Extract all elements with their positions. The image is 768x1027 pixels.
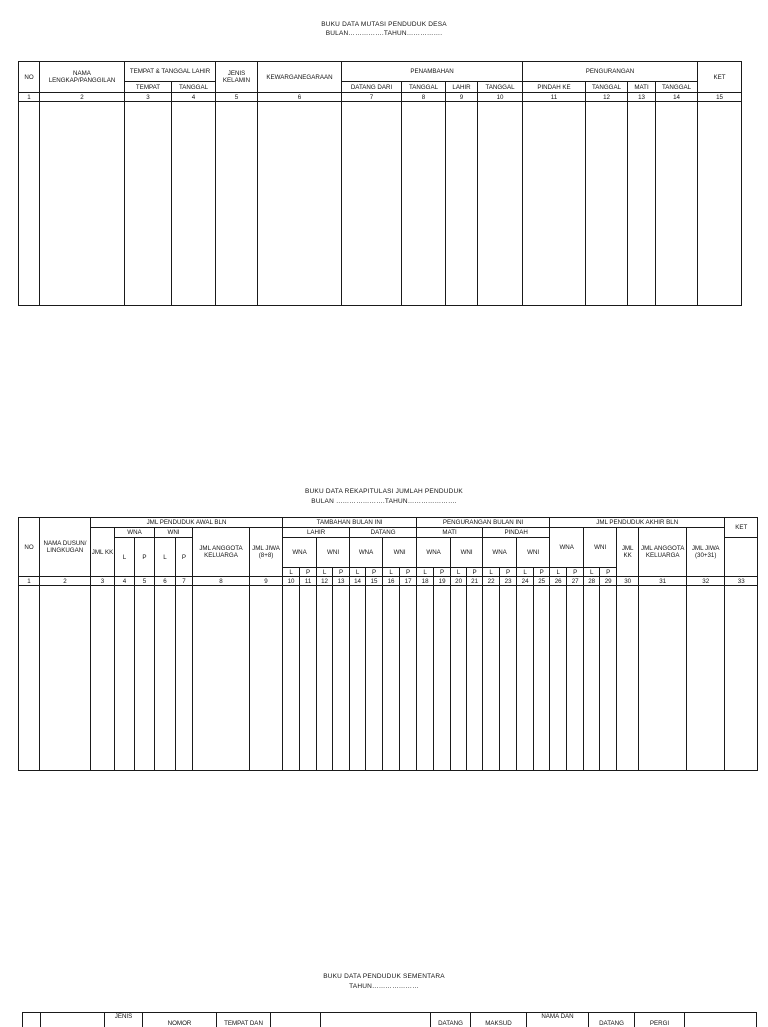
header-jml-jiwa: JML JIWA (8+8) [250,528,283,577]
column-number: 5 [135,577,155,586]
header-l: L [483,568,500,577]
column-number: 1 [19,577,40,586]
header-tambahan: TAMBAHAN BULAN INI [283,518,417,528]
column-number: 15 [366,577,383,586]
header-wna: WNA [417,538,451,568]
header-awal-bulan: JML PENDUDUK AWAL BLN [91,518,283,528]
table-cell[interactable] [333,586,350,771]
column-number: 31 [639,577,687,586]
table-cell[interactable] [600,586,617,771]
column-number: 2 [40,577,91,586]
header-wna: WNA [350,538,383,568]
table-cell[interactable] [342,102,402,306]
column-number: 11 [523,93,586,102]
header-wni: WNI [584,528,617,568]
table-cell[interactable] [19,102,40,306]
header-p: P [400,568,417,577]
header-tanggal: TANGGAL [402,82,446,93]
table-cell[interactable] [517,586,534,771]
column-number: 33 [725,577,758,586]
table-cell[interactable] [383,586,400,771]
blank-cell [321,1013,431,1027]
column-number: 8 [193,577,250,586]
column-number: 16 [383,577,400,586]
table-cell[interactable] [300,586,317,771]
column-number: 11 [300,577,317,586]
table-cell[interactable] [434,586,451,771]
table-cell[interactable] [534,586,550,771]
table-cell[interactable] [617,586,639,771]
header-no: NO [19,518,40,577]
header-datang: DATANG [350,528,417,538]
header-tempat: TEMPAT [125,82,172,93]
column-number: 6 [155,577,176,586]
column-number: 8 [402,93,446,102]
table-body-row[interactable] [19,586,758,771]
table-cell[interactable] [135,586,155,771]
header-l: L [383,568,400,577]
blank-cell [685,1013,757,1027]
table-cell[interactable] [567,586,584,771]
header-datang: DATANG [589,1013,635,1027]
form2-title: BUKU DATA REKAPITULASI JUMLAH PENDUDUK [305,488,463,495]
header-jml-kk-akhir: JML KK [617,528,639,577]
column-number: 15 [698,93,742,102]
header-l: L [317,568,333,577]
header-p: P [300,568,317,577]
table-cell[interactable] [317,586,333,771]
header-l: L [584,568,600,577]
header-l: L [350,568,366,577]
header-jml-kk: JML KK [91,528,115,577]
header-wna: WNA [550,528,584,568]
header-l: L [155,538,176,577]
header-wna: WNA [283,538,317,568]
column-number: 30 [617,577,639,586]
table-cell[interactable] [725,586,758,771]
header-tanggal: TANGGAL [478,82,523,93]
header-datang-dari: DATANG DARI [342,82,402,93]
column-number: 3 [91,577,115,586]
header-tanggal: TANGGAL [656,82,698,93]
header-p: P [567,568,584,577]
header-l: L [115,538,135,577]
column-number: 9 [446,93,478,102]
header-jml-jiwa-akhir: JML JIWA (30+31) [687,528,725,577]
column-number: 28 [584,577,600,586]
column-number: 17 [400,577,417,586]
column-number: 14 [350,577,366,586]
penduduk-sementara-table [22,1012,757,1027]
column-number: 10 [478,93,523,102]
column-number: 2 [40,93,125,102]
header-akhir-bulan: JML PENDUDUK AKHIR BLN [550,518,725,528]
table-cell[interactable] [586,102,628,306]
header-jenis-kelamin: JENIS KELAMIN [216,62,258,93]
header-l: L [417,568,434,577]
blank-cell [23,1013,41,1027]
column-number: 18 [417,577,434,586]
header-p: P [534,568,550,577]
table-cell[interactable] [417,586,434,771]
header-p: P [366,568,383,577]
blank-cell [271,1013,321,1027]
rekapitulasi-penduduk-table [18,517,758,771]
table-cell[interactable] [400,586,417,771]
column-number: 24 [517,577,534,586]
header-maksud: MAKSUD [471,1013,527,1027]
column-number: 12 [317,577,333,586]
header-wni: WNI [383,538,417,568]
column-number: 23 [500,577,517,586]
mutasi-penduduk-table [18,61,742,306]
header-tanggal: TANGGAL [586,82,628,93]
table-cell[interactable] [550,586,567,771]
header-pindah-ke: PINDAH KE [523,82,586,93]
column-number: 9 [250,577,283,586]
header-nama: NAMA LENGKAP/PANGGILAN [40,62,125,93]
header-wni: WNI [451,538,483,568]
column-number: 7 [176,577,193,586]
header-no: NO [19,62,40,93]
column-number-row [19,577,758,586]
column-number: 7 [342,93,402,102]
column-number: 5 [216,93,258,102]
header-ttl: TEMPAT & TANGGAL LAHIR [125,62,216,82]
header-kewarganegaraan: KEWARGANEGARAAN [258,62,342,93]
column-number: 27 [567,577,584,586]
table-cell[interactable] [478,102,523,306]
header-wna: WNA [483,538,517,568]
column-number: 21 [467,577,483,586]
table-cell[interactable] [250,586,283,771]
header-p: P [135,538,155,577]
table-cell[interactable] [40,586,91,771]
header-pergi: PERGI [635,1013,685,1027]
table-cell[interactable] [584,586,600,771]
header-p: P [176,538,193,577]
header-nomor: NOMOR [143,1013,217,1027]
column-number: 29 [600,577,617,586]
header-datang: DATANG [431,1013,471,1027]
form2-subtitle: BULAN ………………….TAHUN…………………. [311,498,457,505]
column-number: 1 [19,93,40,102]
table-cell[interactable] [523,102,586,306]
header-l: L [283,568,300,577]
table-cell[interactable] [258,102,342,306]
table-cell[interactable] [91,586,115,771]
header-wni: WNI [517,538,550,568]
table-cell[interactable] [155,586,176,771]
header-wni: WNI [155,528,193,538]
column-number: 32 [687,577,725,586]
header-p: P [467,568,483,577]
header-p: P [600,568,617,577]
table-cell[interactable] [193,586,250,771]
table-cell[interactable] [446,102,478,306]
table-cell[interactable] [402,102,446,306]
form1-subtitle: BULAN…………….TAHUN……………. [325,30,443,37]
column-number: 4 [115,577,135,586]
column-number: 25 [534,577,550,586]
table-cell[interactable] [216,102,258,306]
blank-cell [41,1013,105,1027]
header-penambahan: PENAMBAHAN [342,62,523,82]
table-cell[interactable] [656,102,698,306]
column-number-row [19,93,742,102]
header-pengurangan: PENGURANGAN [523,62,698,82]
table-cell[interactable] [125,102,172,306]
form3-subtitle: TAHUN………………… [349,983,419,990]
header-lahir: LAHIR [283,528,350,538]
header-p: P [434,568,451,577]
header-p: P [333,568,350,577]
header-tempat-dan: TEMPAT DAN [217,1013,271,1027]
column-number: 10 [283,577,300,586]
column-number: 22 [483,577,500,586]
column-number: 4 [172,93,216,102]
header-lahir: LAHIR [446,82,478,93]
table-cell[interactable] [366,586,383,771]
table-cell[interactable] [115,586,135,771]
table-cell[interactable] [687,586,725,771]
table-cell[interactable] [451,586,467,771]
column-number: 14 [656,93,698,102]
header-jml-anggota-akhir: JML ANGGOTA KELUARGA [639,528,687,577]
header-mati: MATI [417,528,483,538]
header-mati: MATI [628,82,656,93]
header-l: L [550,568,567,577]
header-jml-anggota: JML ANGGOTA KELUARGA [193,528,250,577]
column-number: 12 [586,93,628,102]
ket-blank-cell [725,538,758,577]
table-cell[interactable] [176,586,193,771]
table-cell[interactable] [350,586,366,771]
table-cell[interactable] [467,586,483,771]
table-cell[interactable] [639,586,687,771]
header-nama-dusun: NAMA DUSUN/ LINGKUGAN [40,518,91,577]
column-number: 26 [550,577,567,586]
header-l: L [517,568,534,577]
header-tanggal: TANGGAL [172,82,216,93]
header-pindah: PINDAH [483,528,550,538]
header-pengurangan: PENGURANGAN BULAN INI [417,518,550,528]
form1-title: BUKU DATA MUTASI PENDUDUK DESA [321,21,447,28]
table-cell[interactable] [19,586,40,771]
column-number: 6 [258,93,342,102]
header-wna: WNA [115,528,155,538]
header-ket: KET [725,518,758,538]
header-l: L [451,568,467,577]
header-ket: KET [698,62,742,93]
header-jenis: JENIS [105,1013,143,1027]
column-number: 20 [451,577,467,586]
column-number: 3 [125,93,172,102]
table-cell[interactable] [483,586,500,771]
table-cell[interactable] [698,102,742,306]
table-cell[interactable] [500,586,517,771]
column-number: 13 [628,93,656,102]
table-cell[interactable] [283,586,300,771]
header-wni: WNI [317,538,350,568]
table-body-row[interactable] [19,102,742,306]
header-nama-dan: NAMA DAN [527,1013,589,1027]
column-number: 13 [333,577,350,586]
header-p: P [500,568,517,577]
form3-title: BUKU DATA PENDUDUK SEMENTARA [323,973,445,980]
table-cell[interactable] [628,102,656,306]
table-cell[interactable] [40,102,125,306]
column-number: 19 [434,577,451,586]
table-cell[interactable] [172,102,216,306]
